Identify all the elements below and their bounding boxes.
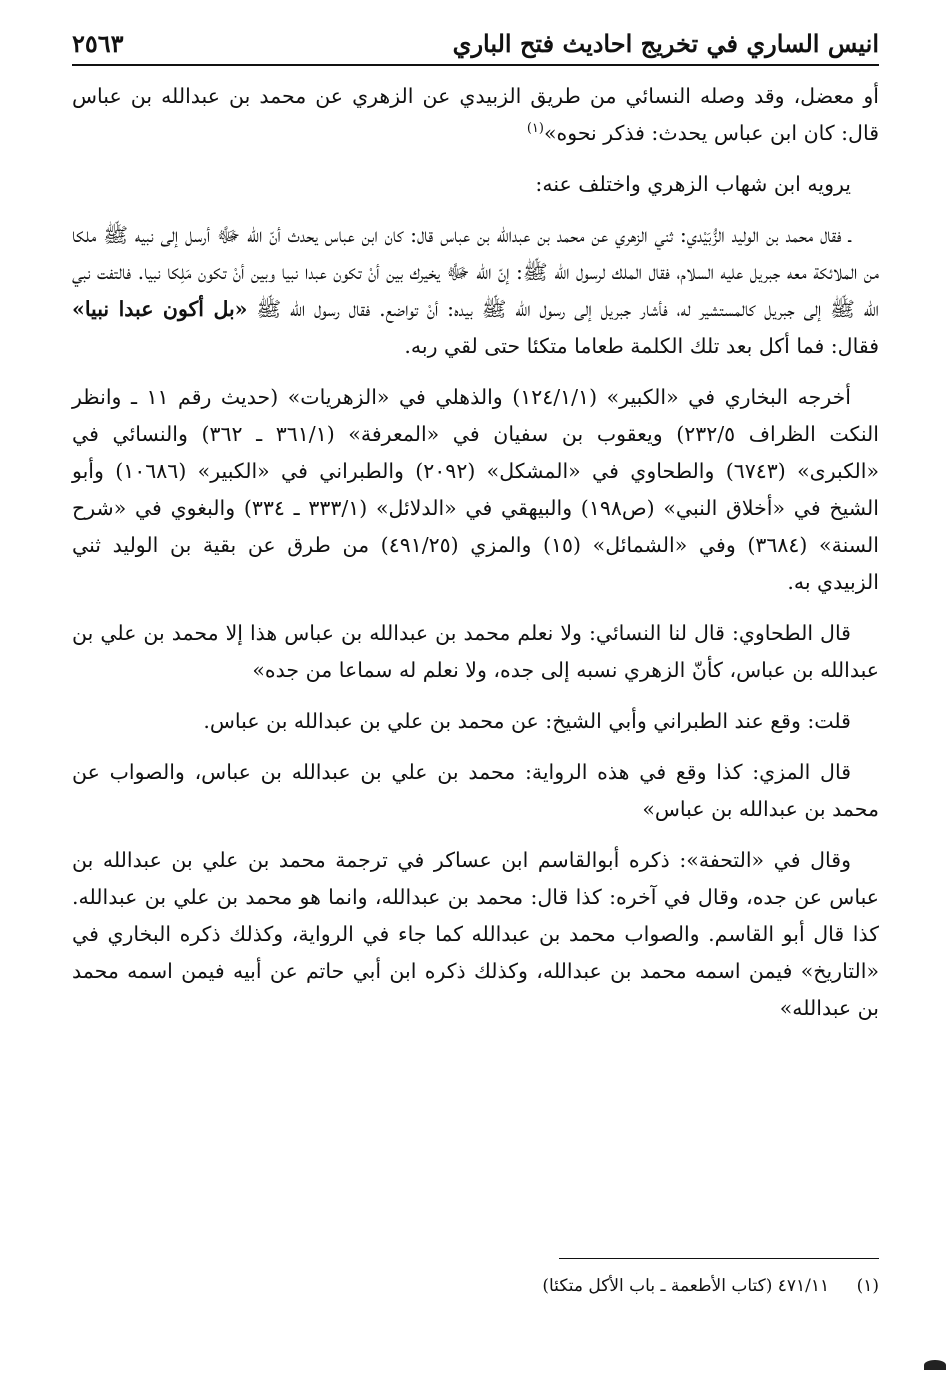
footnote-separator bbox=[559, 1258, 879, 1259]
running-title: انيس الساري في تخريج احاديث فتح الباري bbox=[452, 29, 879, 58]
paragraph-7 bbox=[72, 754, 879, 828]
hadith-quote: «بل أكون عبدا نبيا» bbox=[72, 297, 248, 321]
paragraph-5 bbox=[72, 615, 879, 689]
paragraph-3 bbox=[72, 217, 879, 365]
page-number: ٢٥٦٣ bbox=[72, 29, 124, 58]
paragraph-2 bbox=[72, 166, 879, 203]
paragraph-text: يرويه ابن شهاب الزهري واختلف عنه: bbox=[535, 172, 851, 196]
paragraph-text: ـ فقال محمد بن الوليد الزُّبَيْدي: ثني الزهري عن محمد بن عبدالله بن عباس قال: كان ابن عباس يحدث أنّ الله ﷻ أرسل إلى نبيه ﷺ ملكا من الملائكة معه جبريل عليه السلام، فقال الملك لرسول الله ﷺ: إنّ الله ﷻ يخيرك بين أنْ تكون عبدا نبيا وبين أنْ تكون مَلِكا نبيا. فالتفت نبي الله ﷺ إلى جبريل كالمستشير له، فأشار جبريل إلى رسول الله ﷺ بيده: أنْ تواضع. فقال رسول الله ﷺ bbox=[72, 223, 879, 321]
page-body bbox=[72, 78, 879, 1027]
paragraph-text: أخرجه البخاري في «الكبير» (١٢٤/١/١) والذهلي في «الزهريات» (حديث رقم ١١ ـ وانظر النكت الظراف ٢٣٢/٥) ويعقوب بن سفيان في «المعرفة» (٣٦١/١ ـ ٣٦٢) والنسائي في «الكبرى» (٦٧٤٣) والطحاوي في «المشكل» (٢٠٩٢) والطبراني في «الكبير» (١٠٦٨٦) وأبو الشيخ في «أخلاق النبي» (ص١٩٨) والبيهقي في «الدلائل» (٣٣٣/١ ـ ٣٣٤) والبغوي في «شرح السنة» (٣٦٨٤) وفي «الشمائل» (١٥) والمزي (٤٩١/٢٥) من طرق عن بقية بن الوليد ثني الزبيدي به. bbox=[72, 385, 880, 594]
page-header bbox=[72, 20, 879, 66]
paragraph-text: وقال في «التحفة»: ذكره أبوالقاسم ابن عساكر في ترجمة محمد بن علي بن عبدالله بن عباس عن جده، وقال في آخره: كذا قال: محمد بن عبدالله، وانما هو محمد بن علي بن عبدالله. كذا قال أبو القاسم. والصواب محمد بن عبدالله كما جاء في الرواية، وكذلك ذكره البخاري في «التاريخ» فيمن اسمه محمد بن عبدالله، وكذلك ذكره ابن أبي حاتم عن أبيه فيمن اسمه محمد بن عبدالله» bbox=[72, 848, 879, 1020]
paragraph-tail: فقال: فما أكل بعد تلك الكلمة طعاما متكئا حتى لقي ربه. bbox=[404, 334, 879, 358]
page bbox=[72, 20, 879, 1041]
paragraph-text: قال المزي: كذا وقع في هذه الرواية: محمد بن علي بن عبدالله بن عباس، والصواب عن محمد بن عبدالله بن عباس» bbox=[72, 760, 879, 821]
paragraph-text: قال الطحاوي: قال لنا النسائي: ولا نعلم محمد بن عبدالله بن عباس هذا إلا محمد بن علي بن عبدالله بن عباس، كأنّ الزهري نسبه إلى جده، ولا نعلم له سماعا من جده» bbox=[72, 621, 879, 682]
footnote-reference: (١) bbox=[526, 121, 544, 137]
paragraph-8 bbox=[72, 842, 879, 1027]
paragraph-text: أو معضل، وقد وصله النسائي من طريق الزبيدي عن الزهري عن محمد بن عبدالله بن عباس قال: كان ابن عباس يحدث: فذكر نحوه» bbox=[72, 84, 879, 145]
footnote bbox=[72, 1272, 879, 1300]
paragraph-4 bbox=[72, 379, 879, 601]
paragraph-6 bbox=[72, 703, 879, 740]
footnote-text: ٤٧١/١١ (كتاب الأطعمة ـ باب الأكل متكئا) bbox=[542, 1276, 830, 1296]
paragraph-text: قلت: وقع عند الطبراني وأبي الشيخ: عن محمد بن علي بن عبدالله بن عباس. bbox=[203, 709, 851, 733]
page-corner-mark bbox=[924, 1360, 946, 1370]
paragraph-1 bbox=[72, 78, 879, 152]
footnote-number: (١) bbox=[856, 1276, 879, 1296]
